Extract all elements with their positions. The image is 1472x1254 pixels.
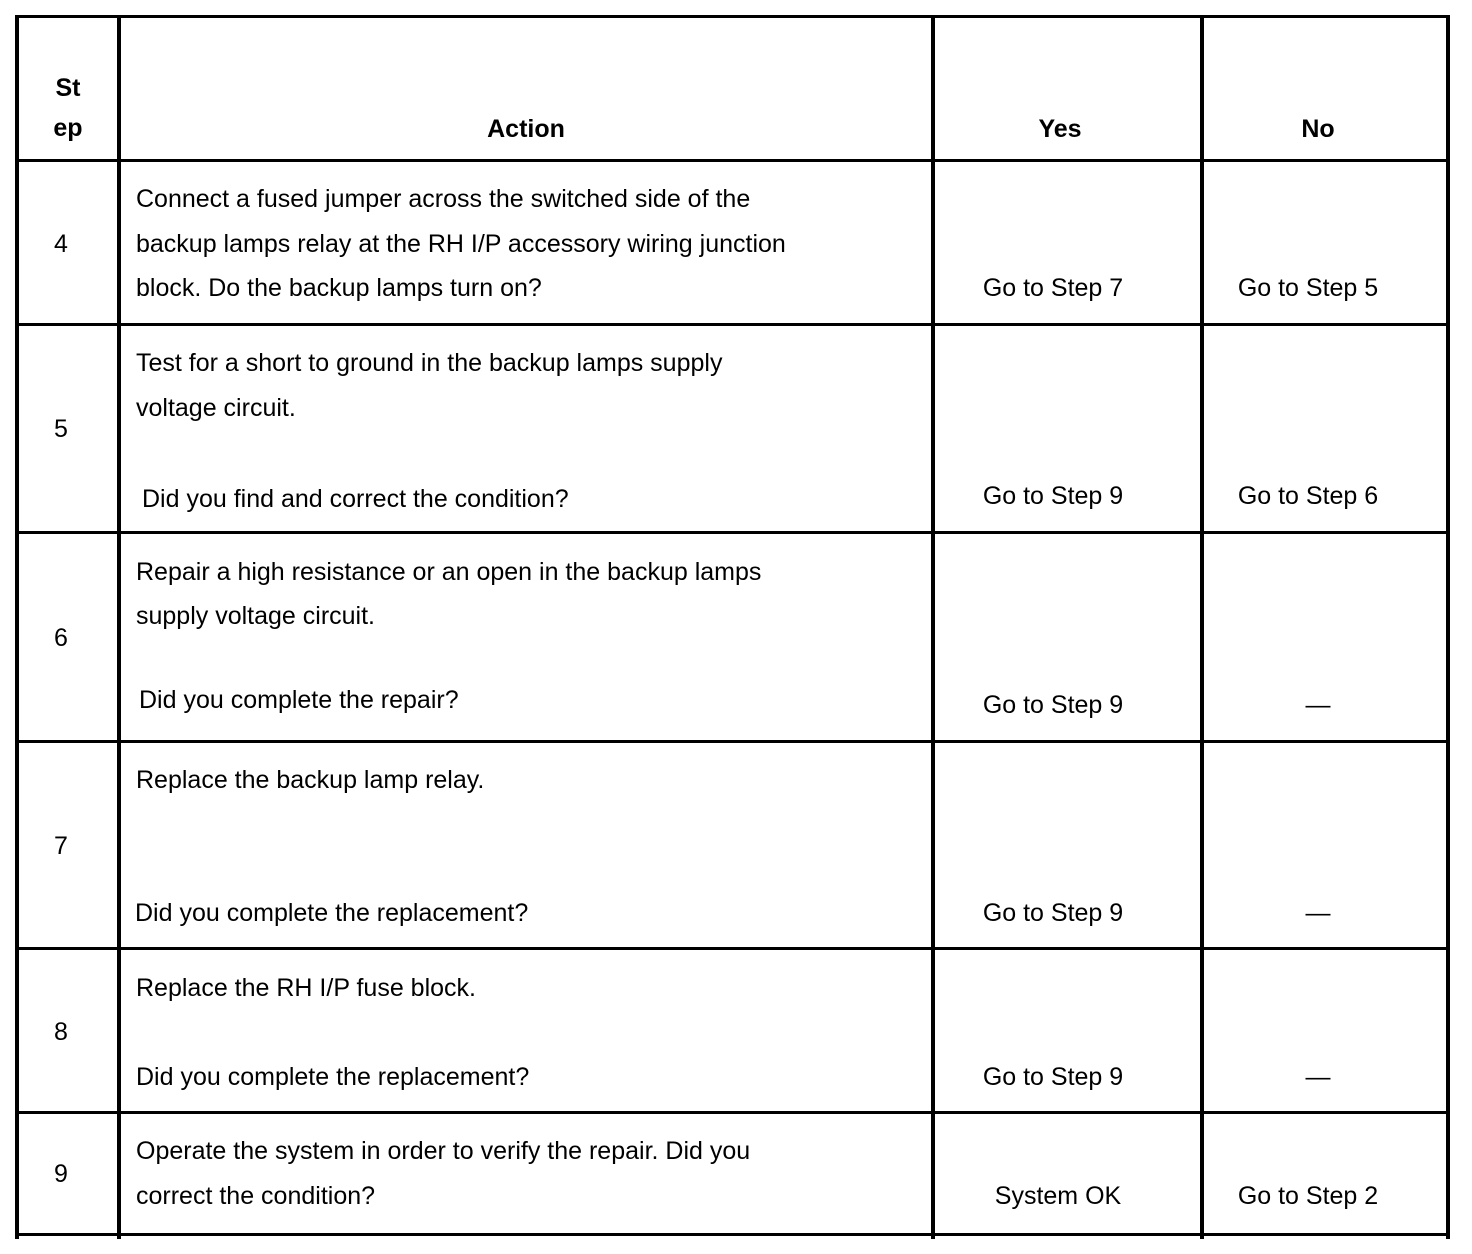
table-border-right xyxy=(1446,15,1450,1239)
column-divider xyxy=(117,15,121,1239)
table-border-top xyxy=(15,15,1450,18)
action-text: Repair a high resistance or an open in the backup lamps xyxy=(136,558,762,586)
yes-result: Go to Step 7 xyxy=(982,274,1124,302)
action-text: Did you complete the replacement? xyxy=(136,1063,530,1091)
action-text: block. Do the backup lamps turn on? xyxy=(136,274,542,302)
yes-result: Go to Step 9 xyxy=(982,482,1124,510)
step-number: 4 xyxy=(54,230,68,258)
action-text: Did you complete the replacement? xyxy=(135,899,529,927)
no-result: Go to Step 2 xyxy=(1237,1182,1379,1210)
no-result: — xyxy=(1305,1063,1331,1091)
yes-result: Go to Step 9 xyxy=(982,1063,1124,1091)
row-divider xyxy=(15,531,1450,534)
header-no: No xyxy=(1301,115,1335,143)
header-yes: Yes xyxy=(1038,115,1082,143)
table-border-bottom xyxy=(15,1233,1450,1236)
header-divider xyxy=(15,159,1450,162)
header-step xyxy=(19,68,117,148)
no-result: Go to Step 6 xyxy=(1237,482,1379,510)
action-text: Operate the system in order to verify the repair. Did you xyxy=(136,1137,751,1165)
action-text: backup lamps relay at the RH I/P accessory wiring junction xyxy=(136,230,786,258)
no-result: — xyxy=(1305,899,1331,927)
yes-result: Go to Step 9 xyxy=(982,899,1124,927)
action-text: Did you find and correct the condition? xyxy=(142,485,569,513)
step-number: 9 xyxy=(54,1160,68,1188)
action-text: Did you complete the repair? xyxy=(139,686,459,714)
row-divider xyxy=(15,947,1450,950)
header-step-line: St xyxy=(55,74,81,102)
no-result: — xyxy=(1305,691,1331,719)
row-divider xyxy=(15,1111,1450,1114)
step-number: 5 xyxy=(54,415,68,443)
action-text: voltage circuit. xyxy=(136,394,296,422)
row-divider xyxy=(15,323,1450,326)
step-number: 7 xyxy=(54,832,68,860)
action-text: Replace the backup lamp relay. xyxy=(136,766,485,794)
action-text: Replace the RH I/P fuse block. xyxy=(136,974,476,1002)
action-text: Test for a short to ground in the backup lamps supply xyxy=(136,349,723,377)
action-text: correct the condition? xyxy=(136,1182,376,1210)
step-number: 6 xyxy=(54,624,68,652)
step-number: 8 xyxy=(54,1018,68,1046)
row-divider xyxy=(15,740,1450,743)
yes-result: Go to Step 9 xyxy=(982,691,1124,719)
yes-result: System OK xyxy=(994,1182,1122,1210)
action-text: supply voltage circuit. xyxy=(136,602,376,630)
header-action: Action xyxy=(487,115,565,143)
header-step-line: ep xyxy=(53,114,83,142)
no-result: Go to Step 5 xyxy=(1237,274,1379,302)
action-text: Connect a fused jumper across the switched side of the xyxy=(136,185,751,213)
